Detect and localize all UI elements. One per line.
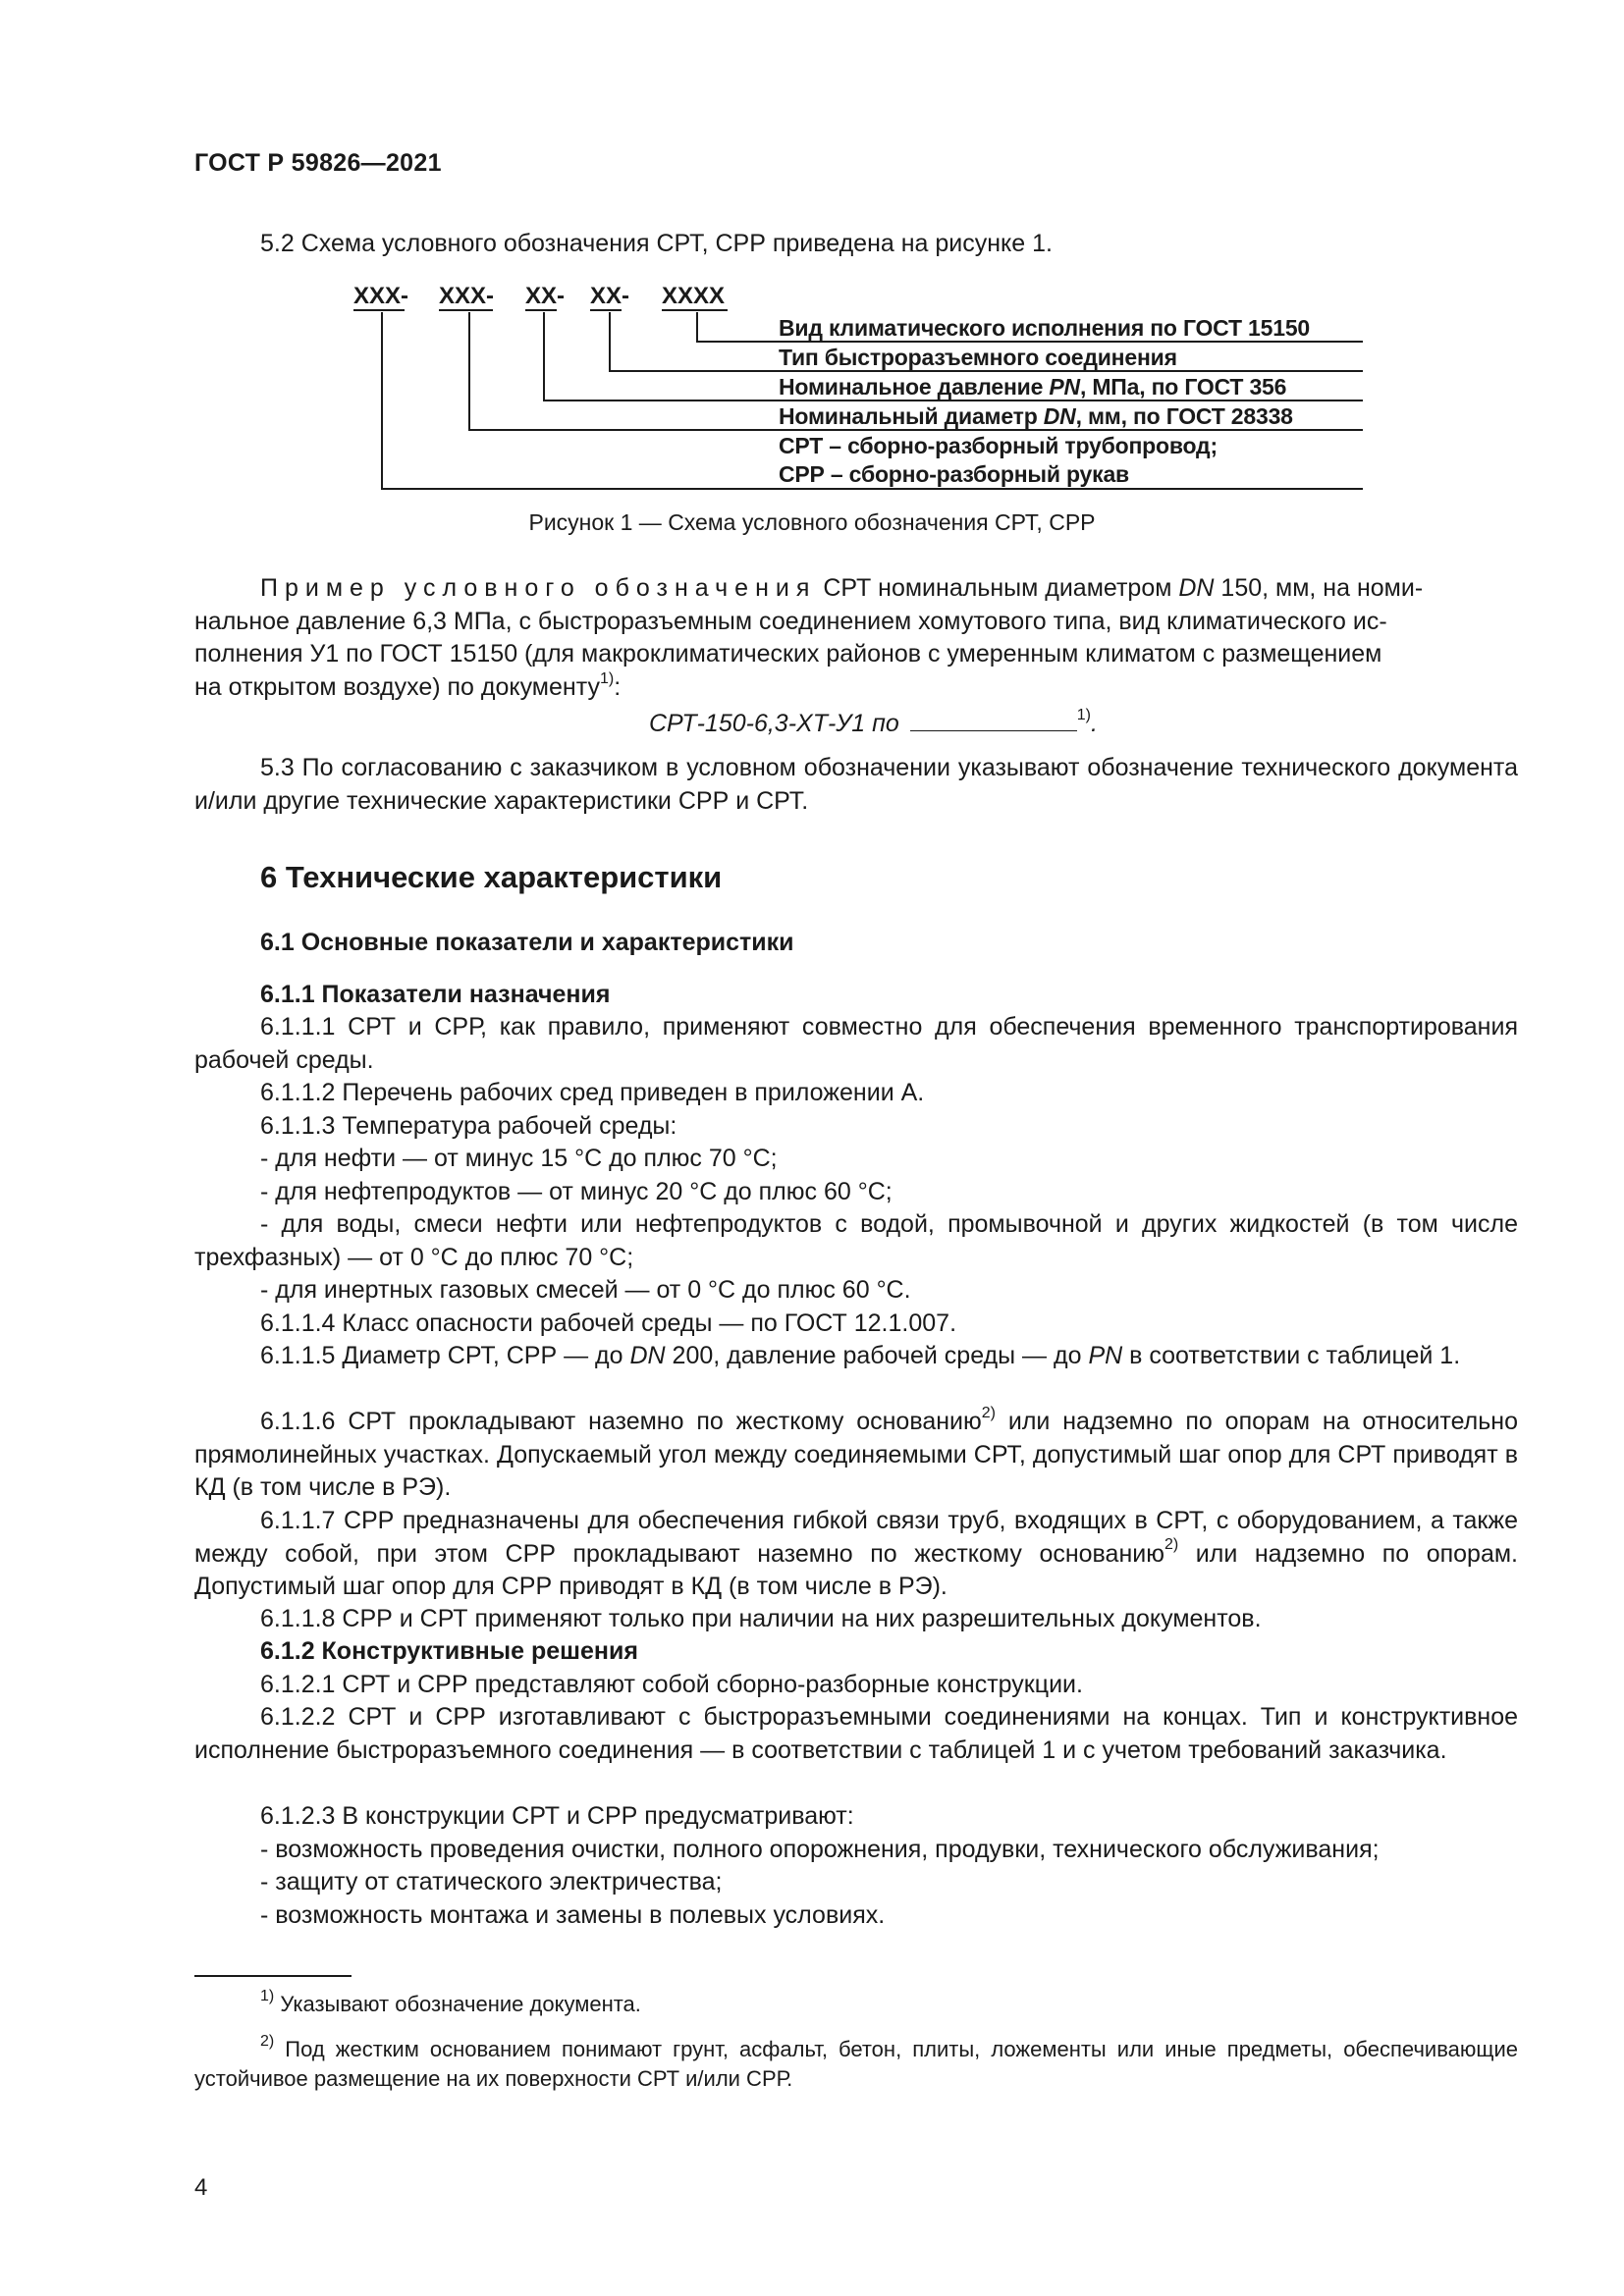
example-lead: Пример условного обозначения: [260, 574, 817, 602]
scheme-code-3: ХХ-: [525, 283, 566, 309]
legend-srt-text: СРТ – сборно-разборный трубопровод;: [779, 433, 1218, 458]
temp-water: - для воды, смеси нефти или нефтепродуктов с водой, промывочной и других жидкостей (в том числе трехфазных) — от 0 °С до плюс 70 °С;: [194, 1210, 1518, 1271]
legend-coupling-text: Тип быстроразъемного соединения: [779, 345, 1177, 370]
bullet-static: - защиту от статического электричества;: [260, 1868, 723, 1896]
temp-gas: - для инертных газовых смесей — от 0 °С до плюс 60 °С.: [260, 1276, 911, 1304]
paragraph-5-3: 5.3 По согласованию с заказчиком в условном обозначении указывают обозначение технического документа и/или другие технические характеристики СРР и СРТ.: [194, 754, 1518, 815]
paragraph-6-1-1-2: 6.1.1.2 Перечень рабочих сред приведен в приложении А.: [260, 1079, 925, 1106]
paragraph-6-1-1-8: 6.1.1.8 СРР и СРТ применяют только при наличии на них разрешительных документов.: [260, 1605, 1262, 1632]
example-formula: СРТ-150-6,3-ХТ-У1 по $^{1)}$.: [649, 706, 1098, 737]
paragraph-6-1-2-1: 6.1.2.1 СРТ и СРР представляют собой сборно-разборные конструкции.: [260, 1671, 1083, 1698]
paragraph-6-1-1-5: 6.1.1.5 Диаметр СРТ, СРР — до DN 200, давление рабочей среды — до PN в соответствии с таблицей 1.: [260, 1342, 1461, 1369]
temp-oil: - для нефти — от минус 15 °С до плюс 70 °С;: [260, 1145, 778, 1172]
footnote-1-marker: 1): [260, 1987, 275, 2004]
p6116-part-b: или надземно по опорам на относительно прямолинейных участках. Допускаемый угол между соединяемыми СРТ, допустимый шаг опор для СРТ приводят в КД (в том числе в РЭ).: [194, 1408, 1519, 1501]
footnote-2-marker: 2): [260, 2032, 275, 2050]
legend-climatic-text: Вид климатического исполнения по ГОСТ 15150: [779, 315, 1311, 341]
paragraph-6-1-1-3: 6.1.1.3 Температура рабочей среды:: [260, 1112, 677, 1140]
p6116-part-a: 6.1.1.6 СРТ прокладывают наземно по жесткому основанию: [260, 1408, 982, 1435]
example-line-3: полнения У1 по ГОСТ 15150 (для макроклиматических районов с умеренным климатом с размещением: [194, 640, 1382, 667]
figure-caption: Рисунок 1 — Схема условного обозначения СРТ, СРР: [528, 509, 1096, 535]
paragraph-6-1-2-3: 6.1.2.3 В конструкции СРТ и СРР предусматривают:: [260, 1802, 854, 1830]
footnote-2-text: Под жестким основанием понимают грунт, асфальт, бетон, плиты, ложементы или иные предметы, обеспечивающие устойчивое размещение на их поверхности СРТ и/или СРР.: [194, 2037, 1518, 2091]
footnote-separator: [194, 1975, 352, 1977]
footnote-1: [194, 1987, 1518, 2019]
footnote-ref-2a: 2): [981, 1404, 996, 1421]
paragraph-6-1-1-4: 6.1.1.4 Класс опасности рабочей среды — по ГОСТ 12.1.007.: [260, 1309, 957, 1337]
paragraph-5-2: 5.2 Схема условного обозначения СРТ, СРР приведена на рисунке 1.: [260, 230, 1053, 257]
legend-coupling: [779, 345, 1177, 371]
paragraph-6-1-1-1: 6.1.1.1 СРТ и СРР, как правило, применяют совместно для обеспечения временного транспортирования рабочей среды.: [194, 1013, 1518, 1074]
footnote-1-text: Указывают обозначение документа.: [280, 1992, 641, 2016]
example-line-2: нальное давление 6,3 МПа, с быстроразъемным соединением хомутового типа, вид климатического ис-: [194, 608, 1387, 635]
example-line-4: на открытом воздухе) по документу$^{1)}$:: [194, 669, 622, 701]
scheme-code-1: ХХХ-: [353, 283, 409, 309]
example-line-1-text: СРТ номинальным диаметром DN 150, мм, на номи-: [816, 574, 1424, 602]
p6117-part-b: или надземно по опорам. Допустимый шаг опор для СРР приводят в КД (в том числе в РЭ).: [194, 1539, 1518, 1600]
formula-blank: [910, 709, 1077, 731]
example-line-1: [260, 572, 1518, 606]
subsection-6-1-2-title: 6.1.2 Конструктивные решения: [260, 1637, 638, 1665]
paragraph-6-1-1-6: [194, 1406, 1518, 1505]
legend-srr: [779, 461, 1129, 488]
designation-scheme: [0, 0, 1624, 510]
formula-footnote-ref: 1): [1076, 706, 1091, 723]
scheme-code-2: ХХХ-: [439, 283, 495, 309]
document-header: ГОСТ Р 59826—2021: [194, 149, 442, 177]
temp-products: - для нефтепродуктов — от минус 20 °С до плюс 60 °С;: [260, 1178, 893, 1205]
scheme-code-5: ХХХХ: [662, 283, 726, 309]
example-line-4-text: на открытом воздухе) по документу: [194, 673, 600, 701]
subsection-6-1-1-title: 6.1.1 Показатели назначения: [260, 981, 611, 1008]
subsection-6-1-title: 6.1 Основные показатели и характеристики: [260, 929, 794, 956]
legend-srt: [779, 433, 1218, 459]
page-number: 4: [194, 2174, 208, 2201]
paragraph-6-1-2-2: 6.1.2.2 СРТ и СРР изготавливают с быстроразъемными соединениями на концах. Тип и конструктивное исполнение быстроразъемного соединения — в соответствии с таблицей 1 и с учетом требований заказчика.: [194, 1703, 1518, 1764]
formula-text: СРТ-150-6,3-ХТ-У1 по: [649, 710, 899, 737]
footnote-ref-1: 1): [599, 669, 615, 687]
bullet-field-mount: - возможность монтажа и замены в полевых условиях.: [260, 1901, 886, 1929]
bullet-cleaning: - возможность проведения очистки, полного опорожнения, продувки, технического обслуживания;: [260, 1836, 1380, 1863]
legend-diameter: Номинальный диаметр DN, мм, по ГОСТ 28338: [779, 403, 1293, 429]
scheme-code-4: ХХ-: [590, 283, 630, 309]
legend-srr-text: СРР – сборно-разборный рукав: [779, 461, 1129, 487]
p6117-part-a: 6.1.1.7 СРР предназначены для обеспечения гибкой связи труб, входящих в СРТ, с оборудованием, а также между собой, при этом СРР прокладывают наземно по жесткому основанию: [194, 1507, 1518, 1568]
section-6-title: 6 Технические характеристики: [260, 860, 723, 894]
legend-climatic: [779, 315, 1310, 342]
paragraph-6-1-1-7: [194, 1505, 1518, 1604]
legend-pressure: Номинальное давление PN, МПа, по ГОСТ 356: [779, 374, 1287, 400]
footnote-ref-2b: 2): [1164, 1536, 1179, 1554]
footnote-2: [194, 2032, 1518, 2094]
